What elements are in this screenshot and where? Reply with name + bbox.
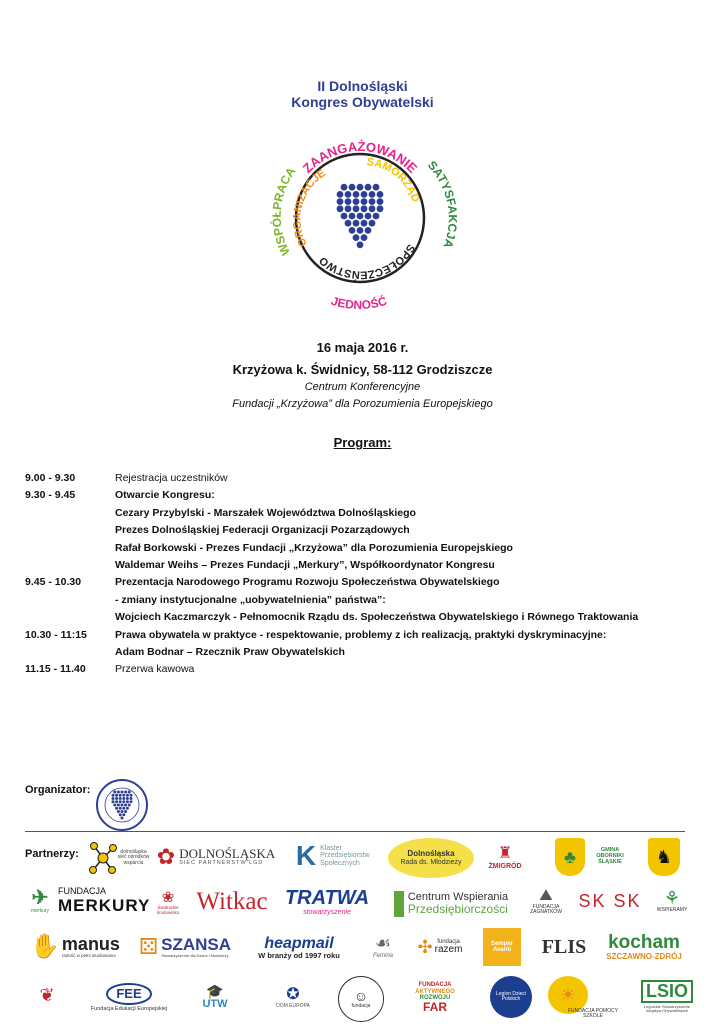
flis-logo: FLIS	[541, 935, 587, 958]
emblem-word-inner-left: ORGANIZACJE	[291, 167, 328, 249]
partner-logo-europa	[270, 980, 316, 1016]
emblem-dot	[361, 198, 368, 205]
face-icon: ☺	[353, 988, 369, 1005]
emblem-dot	[121, 791, 124, 794]
emblem-dot	[353, 191, 360, 198]
partner-logo-heapmail	[245, 930, 353, 966]
partner-logo-far	[404, 974, 466, 1022]
schedule-time: 9.45 - 10.30	[25, 576, 82, 589]
emblem-dot	[122, 797, 125, 800]
schedule-text: Adam Bodnar – Rzecznik Praw Obywatelskich	[115, 645, 345, 658]
emblem-dot	[341, 213, 348, 220]
partner-logo-rada	[388, 838, 474, 878]
partner-logo-zmigrod	[485, 838, 525, 878]
manus-sub: radość w pełni studiowania	[61, 953, 116, 959]
pomocy-text: FUNDACJA POMOCY SZKOLE	[567, 1007, 618, 1019]
schedule-text: Cezary Przybylski - Marszałek Województwa Dolnośląskiego	[115, 506, 416, 519]
tratwa-sub: stowarzyszenie	[303, 908, 351, 916]
emblem-dot	[353, 220, 360, 227]
szansa-sub: Stowarzyszenie dla Dzieci i Młodzieży	[161, 952, 229, 958]
partner-logo-centrum	[386, 888, 516, 920]
centrum-bar-icon	[394, 891, 404, 917]
emblem-dot	[113, 804, 116, 807]
partner-logo-szansa	[135, 928, 235, 966]
utw-text: UTW	[202, 997, 228, 1010]
schedule-row	[25, 540, 705, 557]
dice-icon: ⚄	[138, 934, 159, 960]
event-venue-line-1: Centrum Konferencyjne	[304, 381, 421, 393]
emblem-dot	[345, 191, 352, 198]
schedule-text: Rejestracja uczestników	[115, 472, 228, 484]
partner-logo-tratwa	[280, 884, 374, 920]
emblem-dot	[369, 220, 376, 227]
emblem-dot	[365, 213, 372, 220]
emblem-dot	[115, 800, 118, 803]
partner-logo-utw	[190, 978, 240, 1016]
emblem-dot	[126, 800, 129, 803]
zmigrod-text: ŻMIGRÓD	[488, 862, 522, 870]
emblem-dot	[121, 810, 124, 813]
emblem-dot	[353, 205, 360, 212]
title-line-2: Kongres Obywatelski	[291, 94, 434, 110]
ornament-icon: ❦	[39, 984, 55, 1005]
emblem-word-bottom: JEDNOŚĆ	[329, 293, 389, 313]
emblem-dot	[349, 213, 356, 220]
emblem-dot	[117, 791, 120, 794]
schedule-text: Wojciech Kaczmarczyk - Pełnomocnik Rządu ds. Społeczeństwa Obywatelskiego i Równego Traktowania	[115, 611, 639, 624]
merkury-name: MERKURY	[58, 895, 151, 915]
emblem-dot	[124, 791, 127, 794]
partner-logo-lsio	[638, 974, 696, 1020]
merkury-fundacja: FUNDACJA	[58, 886, 107, 897]
emblem-dot	[361, 234, 368, 241]
emblem-dot	[377, 198, 384, 205]
klaster-k-icon: K	[295, 840, 317, 872]
emblem-dot	[341, 184, 348, 191]
emblem-word-inner-bottom: SPOŁECZEŃSTWO	[317, 241, 417, 281]
schedule-row	[25, 470, 705, 487]
mountain-icon: ⛰	[539, 887, 553, 905]
partner-logo-siec	[87, 838, 152, 878]
aktywnego-line-1: FUNDACJA	[418, 982, 452, 989]
europa-text: DOM EUROPA	[276, 1002, 310, 1009]
congress-title	[0, 78, 725, 110]
emblem-dot	[353, 234, 360, 241]
zmigrod-crest-icon: ♜	[497, 844, 513, 862]
razem-line-2: razem	[434, 943, 463, 955]
emblem-dot	[115, 807, 118, 810]
oborniki-crest-icon	[555, 838, 585, 876]
partner-logo-femina	[362, 928, 404, 966]
rada-sub: Rada ds. Młodzieży	[400, 858, 462, 866]
sun-icon: ☀	[559, 984, 577, 1005]
razem-line-1: fundacja	[437, 938, 460, 945]
rada-title: Dolnośląska	[407, 849, 455, 859]
emblem-dot	[349, 227, 356, 234]
emblem-dot	[112, 797, 115, 800]
tratwa-text: TRATWA	[284, 886, 370, 909]
schedule-text: Prawa obywatela w praktyce - respektowanie, problemy z ich realizacją, praktyki dyskryminacyjne:	[115, 628, 607, 641]
emblem-dot	[361, 205, 368, 212]
partner-logo-jagoda	[338, 976, 384, 1022]
emblem-dot	[119, 800, 122, 803]
schedule-text: Otwarcie Kongresu:	[115, 489, 215, 502]
title-line-1: II Dolnośląski	[317, 78, 408, 94]
dolnoslaska-text: DOLNOŚLĄSKA	[179, 846, 276, 862]
emblem-dot	[361, 220, 368, 227]
emblem-dot	[353, 198, 360, 205]
dzieci-logo: Legion Dzieci Polskich	[490, 976, 532, 1018]
emblem-dot	[365, 184, 372, 191]
emblem-dot	[122, 813, 125, 816]
emblem-dot	[337, 191, 344, 198]
szansa-text: SZANSA	[161, 934, 232, 954]
partner-logo-fee	[80, 976, 178, 1020]
fee-text: FEE	[106, 983, 151, 1005]
emblem-dot	[345, 220, 352, 227]
emblem-dot	[112, 800, 115, 803]
klaster-text: Klaster Przedsiębiorstw Społecznych	[320, 844, 370, 867]
schedule-text: Przerwa kawowa	[115, 663, 195, 676]
tree-icon: ♣	[564, 846, 576, 867]
aktywnego-line-3: ROZWOJU	[419, 994, 451, 1001]
femina-text: Femina	[372, 953, 393, 960]
emblem-dot	[122, 800, 125, 803]
emblem-dot	[119, 794, 122, 797]
schedule-time: 11.15 - 11.40	[25, 663, 86, 676]
emblem-dot-cluster	[337, 184, 384, 248]
eagle-icon: ♞	[655, 846, 673, 867]
emblem-dot	[361, 191, 368, 198]
semper-logo: Semper Avanti	[483, 928, 521, 966]
emblem-dot	[113, 791, 116, 794]
wspieramy-text: WSPIERAMY	[656, 906, 688, 913]
emblem-dot	[357, 184, 364, 191]
schedule-row	[25, 627, 705, 644]
schedule-row	[25, 592, 705, 609]
far-text: FAR	[423, 1000, 447, 1015]
flower-icon: ✿	[156, 844, 176, 870]
swirl-icon: ❀	[161, 889, 175, 907]
emblem-dot	[112, 794, 115, 797]
emblem-dot	[369, 205, 376, 212]
schedule-text: Waldemar Weihs – Prezes Fundacji „Merkury”, Współkoordynator Kongresu	[115, 558, 495, 571]
organizer-logo	[90, 778, 154, 837]
graduation-cap-icon: 🎓	[206, 982, 224, 999]
emblem-dot	[337, 205, 344, 212]
partner-logo-ornament	[25, 982, 69, 1008]
event-place: Krzyżowa k. Świdnicy, 58-112 Grodziszcze	[232, 362, 493, 377]
emblem-dot	[345, 198, 352, 205]
emblem-dot	[345, 205, 352, 212]
emblem-dot	[130, 797, 133, 800]
schedule-row	[25, 644, 705, 661]
emblem-dot	[126, 797, 129, 800]
schedule-row	[25, 661, 705, 678]
partner-logo-kocham	[596, 926, 692, 968]
gmina-text: GMINA OBORNIKI ŚLĄSKIE	[596, 847, 624, 865]
heapmail-sub: W branży od 1997 roku	[258, 951, 340, 961]
eagle-crest-icon	[648, 838, 680, 876]
emblem-dot	[130, 800, 133, 803]
partner-logo-swidnica	[148, 888, 188, 918]
witkac-logo: Witkac	[196, 887, 268, 915]
cross-figures-icon: ✣	[417, 936, 433, 957]
merkury-wing-icon: ✈	[31, 886, 49, 909]
partner-logo-merkury	[58, 886, 151, 916]
emblem-dot	[119, 797, 122, 800]
emblem-svg	[255, 118, 465, 318]
network-nodes-icon	[89, 840, 117, 876]
emblem-word-inner-top: SAMORZĄD	[365, 156, 422, 204]
schedule-time: 10.30 - 11:15	[25, 628, 87, 641]
emblem-dot	[369, 198, 376, 205]
emblem-dot	[121, 816, 124, 819]
emblem-dot	[117, 804, 120, 807]
emblem-dot	[377, 205, 384, 212]
program-heading: Program:	[333, 435, 392, 450]
emblem-word-left: WSPÓŁPRACA	[269, 164, 299, 258]
emblem-dot	[377, 191, 384, 198]
emblem-dot	[369, 191, 376, 198]
section-divider	[25, 831, 685, 832]
schedule-text: Prezentacja Narodowego Programu Rozwoju Społeczeństwa Obywatelskiego	[115, 576, 500, 589]
siec-caption: dolnośląska sieć ośrodków wsparcia	[117, 849, 150, 866]
emblem-dot	[130, 794, 133, 797]
emblem-dot	[365, 227, 372, 234]
partners-label: Partnerzy:	[25, 848, 79, 860]
emblem-dot	[357, 213, 364, 220]
organizer-label: Organizator:	[25, 784, 91, 796]
schedule-row	[25, 557, 705, 574]
partner-logo-klaster	[288, 836, 378, 876]
event-date: 16 maja 2016 r.	[316, 340, 409, 355]
emblem-word-right: SATYSFAKCJA	[424, 158, 460, 250]
emblem-dot	[357, 227, 364, 234]
aktywnego-line-2: AKTYWNEGO	[415, 988, 455, 995]
emblem-dot	[119, 807, 122, 810]
schedule-row	[25, 487, 705, 504]
schedule-text: - zmiany instytucjonalne „uobywatelnienia” państwa”:	[115, 593, 386, 606]
schedule	[25, 470, 705, 679]
figure-icon: ⚘	[663, 887, 681, 908]
kocham-sub: SZCZAWNO-ZDRÓJ	[606, 951, 682, 961]
emblem-dot	[115, 794, 118, 797]
schedule-row	[25, 505, 705, 522]
jagoda-text: fundacja	[351, 1002, 371, 1009]
emblem-dot	[119, 813, 122, 816]
zagnatkow-text: FUNDACJA ZAGNATKÓW	[530, 904, 562, 916]
partner-logo-merkury-mark	[25, 886, 55, 916]
emblem-dot	[124, 804, 127, 807]
emblem-dot	[128, 791, 131, 794]
emblem-dot	[121, 804, 124, 807]
lsio-sub: Legnickie Stowarzyszenie Inicjatyw Obywatelskich	[643, 1004, 691, 1014]
schedule-text: Prezes Dolnośląskiej Federacji Organizacji Pozarządowych	[115, 524, 410, 537]
event-venue-line-2: Fundacji „Krzyżowa” dla Porozumienia Europejskiego	[232, 398, 493, 410]
partner-logo-zagnatkow	[526, 884, 566, 920]
emblem-dot	[117, 810, 120, 813]
schedule-row	[25, 522, 705, 539]
organizer-seal-icon	[90, 778, 154, 832]
partner-logo-razem	[410, 928, 470, 966]
emblem-dot	[126, 807, 129, 810]
hand-icon: ✋	[30, 933, 60, 961]
emblem-dot	[349, 184, 356, 191]
emblem-dot	[122, 794, 125, 797]
emblem-dot	[373, 213, 380, 220]
merkury-tag: merkury	[30, 907, 50, 914]
schedule-row	[25, 609, 705, 626]
emblem-dot	[128, 804, 131, 807]
schedule-time: 9.00 - 9.30	[25, 472, 76, 484]
femina-figure-icon: ☙	[374, 933, 392, 954]
emblem-dot	[126, 794, 129, 797]
sksk-logo: SK SK	[578, 890, 642, 911]
emblem-dot	[373, 184, 380, 191]
lsio-text: LSIO	[641, 980, 693, 1003]
emblem-dot	[124, 810, 127, 813]
emblem-dot	[122, 807, 125, 810]
swidnica-text: Świdnickie środowisko	[156, 905, 180, 915]
fee-sub: Fundacja Edukacji Europejskiej	[90, 1005, 168, 1012]
partner-logo-wspieramy	[655, 882, 689, 920]
emblem-dot	[115, 797, 118, 800]
partner-logo-dolnoslaska	[156, 840, 276, 874]
centrum-line-1: Centrum Wspierania	[407, 890, 509, 903]
kocham-text: kocham	[608, 931, 680, 953]
congress-emblem	[255, 118, 465, 323]
eu-stars-icon: ✪	[286, 985, 300, 1003]
centrum-line-2: Przedsiębiorczości	[407, 902, 508, 917]
partner-logo-manus	[25, 928, 125, 966]
emblem-word-top: ZAANGAŻOWANIE	[299, 138, 421, 176]
schedule-time: 9.30 - 9.45	[25, 489, 76, 502]
schedule-row	[25, 574, 705, 591]
heapmail-text: heapmail	[264, 934, 334, 952]
emblem-dot	[337, 198, 344, 205]
emblem-dot	[357, 241, 364, 248]
dolnoslaska-sub: SIEĆ PARTNERSTW LGD	[179, 859, 264, 866]
manus-text: manus	[61, 934, 120, 955]
schedule-text: Rafał Borkowski - Prezes Fundacji „Krzyżowa” dla Porozumienia Europejskiego	[115, 541, 513, 554]
